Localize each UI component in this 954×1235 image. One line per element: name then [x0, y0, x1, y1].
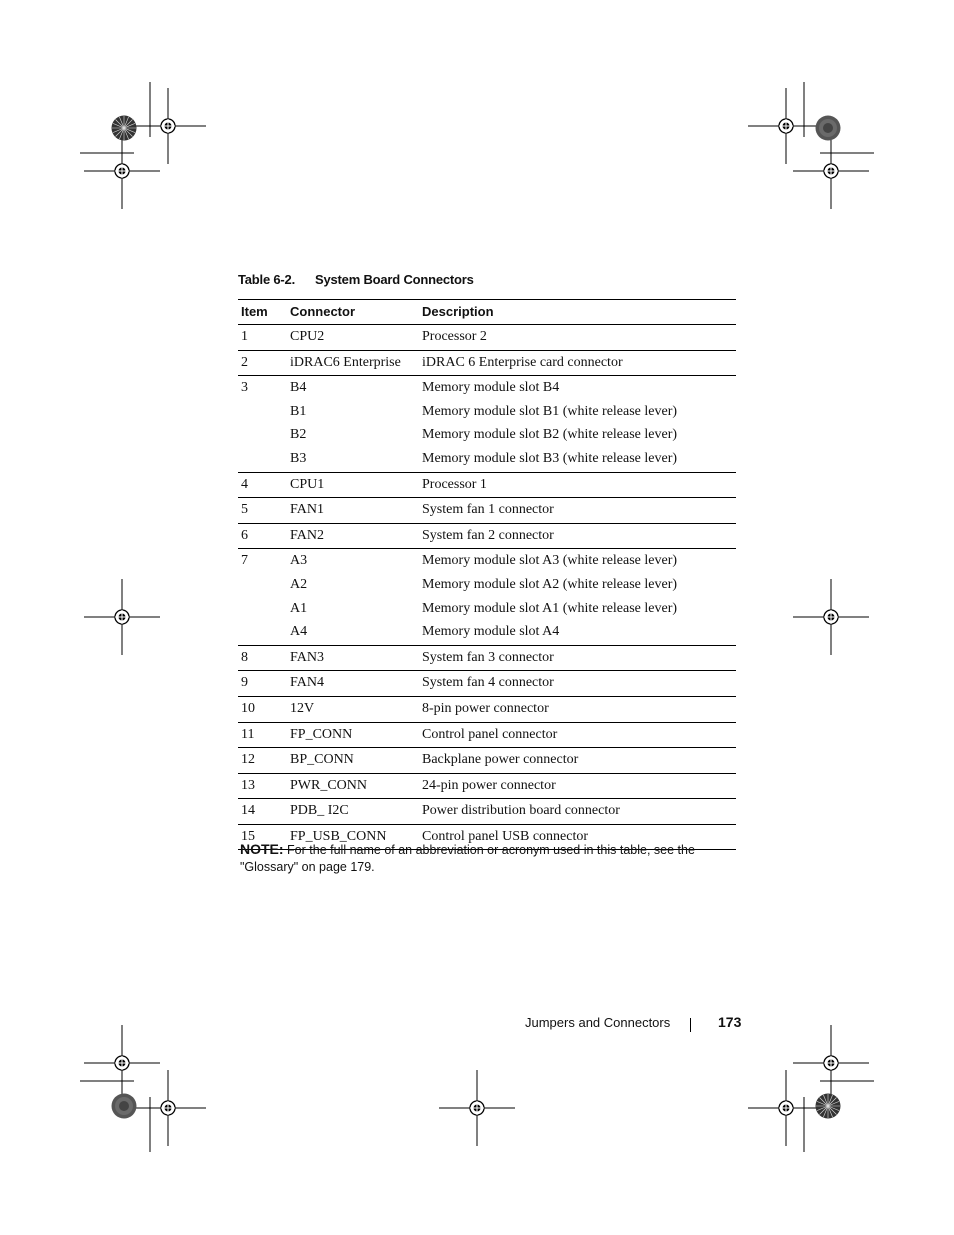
header-connector: Connector	[287, 300, 419, 325]
table-caption-number: Table 6-2.	[238, 272, 296, 287]
table-row	[238, 523, 736, 549]
connector-name: FP_USB_CONN	[290, 828, 387, 844]
connector-name: PDB_ I2C	[290, 803, 349, 819]
cell-item: 9	[238, 671, 287, 697]
cell-item: 7	[238, 549, 287, 645]
connector-name: A1	[290, 600, 308, 616]
header-item: Item	[238, 300, 287, 325]
note-text: For the full name of an abbreviation or acronym used in this table, see the "Glossary" on page 179.	[240, 843, 695, 874]
footer-page-number: 173	[718, 1014, 742, 1030]
connector-name: FP_CONN	[290, 726, 353, 742]
system-board-connectors-table	[238, 299, 736, 850]
connector-name: CPU1	[290, 476, 325, 492]
description-text: System fan 1 connector	[422, 502, 554, 518]
cell-description	[419, 549, 736, 645]
cell-connector	[287, 671, 419, 697]
cell-description	[419, 498, 736, 524]
connector-name: 12V	[290, 700, 315, 716]
cell-connector	[287, 748, 419, 774]
connector-name: FAN2	[290, 527, 324, 543]
description-text: System fan 3 connector	[422, 649, 554, 665]
description-text: 24-pin power connector	[422, 777, 556, 793]
cell-item: 10	[238, 696, 287, 722]
cell-item: 2	[238, 350, 287, 376]
description-text: Memory module slot A1 (white release lever)	[422, 600, 678, 616]
connector-name: A3	[290, 553, 308, 569]
table-row	[238, 696, 736, 722]
description-text: 8-pin power connector	[422, 700, 549, 716]
cell-connector	[287, 799, 419, 825]
connector-name: BP_CONN	[290, 752, 354, 768]
table-body	[238, 325, 736, 850]
cell-description	[419, 722, 736, 748]
connector-name: B1	[290, 403, 307, 419]
cell-description	[419, 671, 736, 697]
cell-description	[419, 325, 736, 351]
connector-name: A2	[290, 576, 308, 592]
description-text: Memory module slot B1 (white release lever)	[422, 403, 678, 419]
connector-name: FAN1	[290, 502, 324, 518]
cell-connector	[287, 498, 419, 524]
cell-connector	[287, 722, 419, 748]
cell-item: 4	[238, 472, 287, 498]
connector-name: iDRAC6 Enterprise	[290, 354, 401, 370]
table-row	[238, 376, 736, 472]
connector-name: A4	[290, 624, 308, 640]
description-text: Processor 1	[422, 476, 487, 492]
cell-description	[419, 773, 736, 799]
cell-connector	[287, 350, 419, 376]
cell-item: 5	[238, 498, 287, 524]
description-text: Memory module slot B4	[422, 380, 560, 396]
connector-name: CPU2	[290, 329, 325, 344]
connector-name: B2	[290, 427, 307, 443]
connector-name: B3	[290, 450, 307, 466]
cell-item: 8	[238, 645, 287, 671]
cell-connector	[287, 549, 419, 645]
note	[240, 841, 730, 876]
description-text: Memory module slot B2 (white release lever)	[422, 427, 678, 443]
cell-description	[419, 350, 736, 376]
description-text: Control panel connector	[422, 726, 558, 742]
description-text: Power distribution board connector	[422, 803, 620, 819]
cell-connector	[287, 472, 419, 498]
table-row	[238, 498, 736, 524]
cell-connector	[287, 376, 419, 472]
cell-item: 13	[238, 773, 287, 799]
header-description: Description	[419, 300, 736, 325]
footer-section-title: Jumpers and Connectors	[525, 1015, 671, 1030]
description-text: Control panel USB connector	[422, 828, 589, 844]
cell-description	[419, 472, 736, 498]
table-row	[238, 325, 736, 351]
cell-item: 6	[238, 523, 287, 549]
cell-connector	[287, 696, 419, 722]
table-row	[238, 350, 736, 376]
connector-name: FAN4	[290, 675, 324, 691]
table-caption	[238, 272, 474, 287]
cell-item: 11	[238, 722, 287, 748]
note-label: NOTE:	[240, 841, 284, 857]
cell-description	[419, 696, 736, 722]
cell-connector	[287, 523, 419, 549]
description-text: System fan 4 connector	[422, 675, 554, 691]
connector-name: FAN3	[290, 649, 324, 665]
cell-description	[419, 799, 736, 825]
table-caption-title: System Board Connectors	[315, 272, 474, 287]
table-row	[238, 645, 736, 671]
description-text: Memory module slot A2 (white release lever)	[422, 576, 678, 592]
cell-description	[419, 523, 736, 549]
description-text: Backplane power connector	[422, 752, 579, 768]
cell-connector	[287, 773, 419, 799]
table-row	[238, 722, 736, 748]
description-text: Memory module slot B3 (white release lever)	[422, 450, 678, 466]
cell-connector	[287, 325, 419, 351]
description-text: Memory module slot A4	[422, 624, 560, 640]
footer-divider	[690, 1018, 691, 1032]
cell-description	[419, 645, 736, 671]
table-header-row	[238, 300, 736, 325]
cell-item: 3	[238, 376, 287, 472]
description-text: Processor 2	[422, 329, 487, 344]
cell-description	[419, 748, 736, 774]
table-row	[238, 671, 736, 697]
cell-connector	[287, 645, 419, 671]
cell-item: 12	[238, 748, 287, 774]
cell-item: 1	[238, 325, 287, 351]
cell-description	[419, 376, 736, 472]
description-text: System fan 2 connector	[422, 527, 554, 543]
table-row	[238, 472, 736, 498]
cell-item: 15	[238, 824, 287, 850]
description-text: Memory module slot A3 (white release lever)	[422, 553, 678, 569]
table-row	[238, 549, 736, 645]
connector-name: PWR_CONN	[290, 777, 368, 793]
description-text: iDRAC 6 Enterprise card connector	[422, 354, 623, 370]
cell-item: 14	[238, 799, 287, 825]
connector-name: B4	[290, 380, 307, 396]
table-row	[238, 799, 736, 825]
table-row	[238, 773, 736, 799]
table-row	[238, 748, 736, 774]
